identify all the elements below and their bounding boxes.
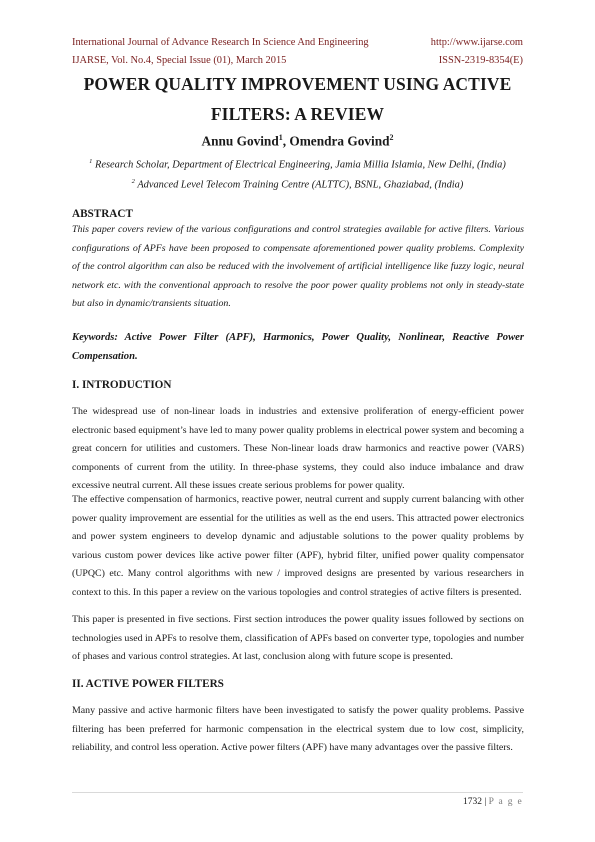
author-name: Annu Govind — [201, 133, 279, 149]
paper-title-line-1: POWER QUALITY IMPROVEMENT USING ACTIVE — [83, 74, 512, 94]
paper-title-line-2: FILTERS: A REVIEW — [210, 104, 385, 124]
issue-header-line — [72, 55, 523, 66]
issue-info: IJARSE, Vol. No.4, Special Issue (01), March 2015 — [72, 55, 287, 66]
author-separator: , — [282, 133, 290, 149]
abstract-heading: ABSTRACT — [72, 208, 133, 220]
page-label: P a g e — [488, 797, 523, 807]
apf-paragraph-1: Many passive and active harmonic filters have been investigated to satisfy the power quality problems. Passive filtering has been preferred for harmonic compensation in the electrical system due to low cost, simplicity, reliability, and control less operation. Active power filters (APF) have many advantages over the passive filters. — [72, 705, 524, 754]
intro-paragraph-2: The effective compensation of harmonics, reactive power, neutral current and supply current balancing with other power quality improvement are essential for the utilities as well as the end users. This attracted power electronics and power system engineers to develop dynamic and adjustable solutions to the power quality problems by various custom power devices like active power filter (APF), hybrid filter, unified power quality compensator (UPQC) etc. Many control algorithms with new / improved designs are presented by various researchers in context to this. In this paper a review on the various topologies and control strategies of active filters is presented. — [72, 494, 524, 598]
author-list — [0, 133, 595, 149]
keywords: Keywords: Active Power Filter (APF), Harmonics, Power Quality, Nonlinear, Reactive Power Compensation. — [72, 332, 524, 362]
intro-paragraph-3: This paper is presented in five sections. First section introduces the power quality issues followed by sections on technologies used in APFs to resolve them, classification of APFs based on converter type, topologies and number of phases and various control strategies. At last, conclusion along with future scope is presented. — [72, 614, 524, 663]
introduction-heading: I. INTRODUCTION — [72, 379, 172, 391]
abstract-text: This paper covers review of the various configurations and control strategies available for active filters. Various configurations of APFs have been proposed to compensate aforementioned power quality problems. Complexity of the control algorithm can also be reduced with the involvement of artificial intelligence like fuzzy logic, neural network etc. with the conventional approach to resolve the poor power quality problems not only in steady-state but also in dynamic/transients situation. — [72, 224, 524, 310]
affiliation-mark: 1 — [89, 158, 93, 165]
affiliation-2 — [40, 178, 555, 190]
journal-name: International Journal of Advance Research In Science And Engineering — [72, 37, 369, 48]
affiliation-1 — [40, 158, 555, 170]
active-power-filters-heading: II. ACTIVE POWER FILTERS — [72, 678, 224, 690]
journal-header-line — [72, 37, 523, 48]
author-name: Omendra Govind — [289, 133, 390, 149]
page-number — [463, 797, 523, 807]
issn: ISSN-2319-8354(E) — [438, 55, 523, 66]
footer-divider — [72, 792, 523, 793]
author-affiliation-mark: 1 — [278, 133, 283, 142]
journal-url[interactable]: http://www.ijarse.com — [430, 37, 523, 48]
author-affiliation-mark: 2 — [389, 133, 394, 142]
affiliation-text: Advanced Level Telecom Training Centre (ALTTC), BSNL, Ghaziabad, (India) — [134, 179, 464, 191]
page-number-value: 1732 — [463, 797, 482, 807]
affiliation-mark: 2 — [131, 178, 135, 185]
intro-paragraph-1: The widespread use of non-linear loads in industries and extensive proliferation of energy-efficient power electronic based equipment’s have led to many power quality problems in electrical power system and becoming a great concern for utilities and customers. These Non-linear loads draw harmonics and reactive power (VARS) components of current from the utility. In three-phase systems, they could also induce imbalance and draw excessive neutral current. All these issues create serious problems for power quality. — [72, 406, 524, 492]
affiliation-text: Research Scholar, Department of Electrical Engineering, Jamia Millia Islamia, New Delhi, (India) — [92, 159, 506, 171]
page-separator: | — [482, 797, 489, 807]
